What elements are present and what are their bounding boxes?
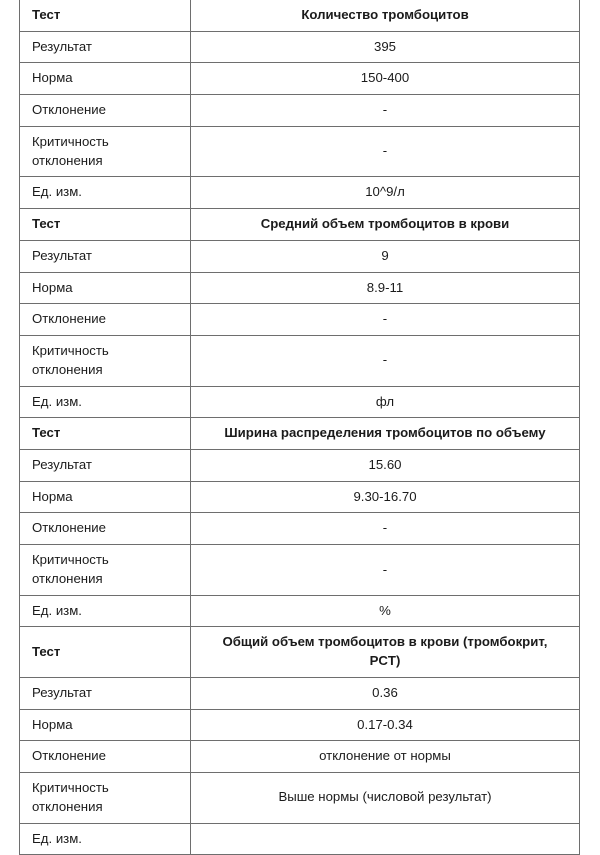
- criticality-value: -: [191, 545, 580, 595]
- norm-value: 8.9-11: [191, 272, 580, 304]
- row-label-test: Тест: [20, 209, 191, 241]
- row-label-criticality-line2: отклонения: [32, 570, 103, 586]
- row-label-norm: Норма: [20, 481, 191, 513]
- deviation-value: отклонение от нормы: [191, 741, 580, 773]
- table-row-norm: [20, 63, 580, 95]
- row-label-deviation: Отклонение: [20, 304, 191, 336]
- units-value: 10^9/л: [191, 177, 580, 209]
- row-label-criticality-line1: Критичность: [32, 133, 109, 149]
- result-value: 15.60: [191, 450, 580, 482]
- row-label-result: Результат: [20, 240, 191, 272]
- units-value: [191, 823, 580, 855]
- table-row-norm: [20, 272, 580, 304]
- row-label-deviation: Отклонение: [20, 741, 191, 773]
- row-label-units: Ед. изм.: [20, 386, 191, 418]
- table-row-criticality: [20, 545, 580, 595]
- row-label-deviation: Отклонение: [20, 513, 191, 545]
- criticality-value: Выше нормы (числовой результат): [191, 773, 580, 823]
- table-row-norm: [20, 709, 580, 741]
- row-label-criticality: [20, 126, 191, 176]
- test-name-value: Количество тромбоцитов: [191, 0, 580, 31]
- norm-value: 150-400: [191, 63, 580, 95]
- table-row-deviation: [20, 95, 580, 127]
- deviation-value: -: [191, 304, 580, 336]
- row-label-result: Результат: [20, 31, 191, 63]
- norm-value: 9.30-16.70: [191, 481, 580, 513]
- units-value: %: [191, 595, 580, 627]
- table-row-result: [20, 450, 580, 482]
- row-label-criticality: [20, 336, 191, 386]
- units-value: фл: [191, 386, 580, 418]
- table-row-result: [20, 677, 580, 709]
- table-row-norm: [20, 481, 580, 513]
- row-label-test: Тест: [20, 0, 191, 31]
- row-label-result: Результат: [20, 450, 191, 482]
- row-label-criticality-line1: Критичность: [32, 780, 109, 796]
- row-label-norm: Норма: [20, 272, 191, 304]
- row-label-norm: Норма: [20, 63, 191, 95]
- deviation-value: -: [191, 95, 580, 127]
- row-label-criticality: [20, 773, 191, 823]
- test-name-value: Средний объем тромбоцитов в крови: [191, 209, 580, 241]
- row-label-result: Результат: [20, 677, 191, 709]
- table-row-units: [20, 177, 580, 209]
- table-row-test: [20, 418, 580, 450]
- deviation-value: -: [191, 513, 580, 545]
- table-row-test: [20, 627, 580, 677]
- row-label-units: Ед. изм.: [20, 823, 191, 855]
- row-label-criticality-line2: отклонения: [32, 361, 103, 377]
- table-row-units: [20, 823, 580, 855]
- lab-results-table: [19, 0, 580, 855]
- criticality-value: -: [191, 126, 580, 176]
- criticality-value: -: [191, 336, 580, 386]
- row-label-units: Ед. изм.: [20, 177, 191, 209]
- row-label-deviation: Отклонение: [20, 95, 191, 127]
- table-row-deviation: [20, 741, 580, 773]
- row-label-criticality-line1: Критичность: [32, 552, 109, 568]
- table-row-units: [20, 386, 580, 418]
- test-name-value: Общий объем тромбоцитов в крови (тромбокрит, PCT): [191, 627, 580, 677]
- test-name-value: Ширина распределения тромбоцитов по объему: [191, 418, 580, 450]
- result-value: 395: [191, 31, 580, 63]
- table-row-result: [20, 240, 580, 272]
- row-label-criticality: [20, 545, 191, 595]
- row-label-criticality-line1: Критичность: [32, 343, 109, 359]
- row-label-units: Ед. изм.: [20, 595, 191, 627]
- result-value: 9: [191, 240, 580, 272]
- table-row-units: [20, 595, 580, 627]
- table-row-result: [20, 31, 580, 63]
- table-row-criticality: [20, 773, 580, 823]
- table-row-deviation: [20, 513, 580, 545]
- table-row-criticality: [20, 126, 580, 176]
- row-label-test: Тест: [20, 627, 191, 677]
- row-label-criticality-line2: отклонения: [32, 152, 103, 168]
- result-value: 0.36: [191, 677, 580, 709]
- row-label-criticality-line2: отклонения: [32, 798, 103, 814]
- table-row-deviation: [20, 304, 580, 336]
- row-label-test: Тест: [20, 418, 191, 450]
- lab-results-body: [20, 0, 580, 855]
- norm-value: 0.17-0.34: [191, 709, 580, 741]
- table-row-test: [20, 0, 580, 31]
- table-row-test: [20, 209, 580, 241]
- row-label-norm: Норма: [20, 709, 191, 741]
- table-row-criticality: [20, 336, 580, 386]
